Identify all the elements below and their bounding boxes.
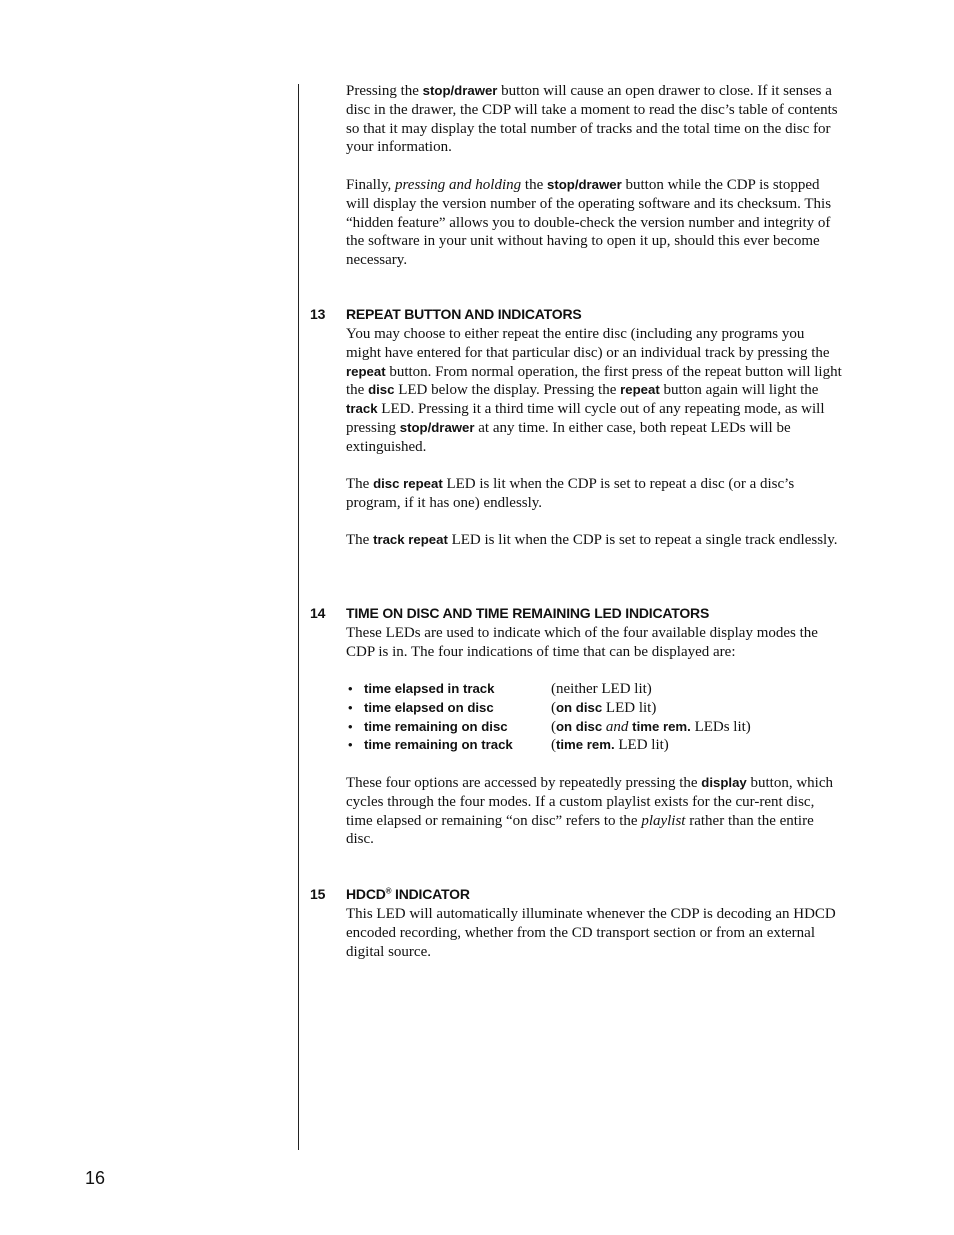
track-keyword: track: [346, 401, 378, 417]
disc-keyword: disc: [368, 382, 395, 398]
list-item: [348, 718, 828, 737]
list-item: [348, 680, 828, 699]
bullet-icon: •: [348, 737, 353, 753]
section-title: HDCD® INDICATOR: [346, 886, 470, 902]
stop-drawer-keyword: stop/drawer: [422, 83, 498, 98]
section-15-paragraph-1: This LED will automatically illuminate whenever the CDP is decoding an HDCD encoded recording, whether from the CD transport section or from an external digital source.: [346, 906, 836, 960]
section-13-paragraph-1: You may choose to either repeat the entire disc (including any programs you might have entered for that particular disc) or an individual track by pressing the repeat button. From normal operation, the first press of the repeat button will light the disc LED below the display. Pressing the repeat button again will light the track LED. Pressing it a third time will cycle out of any repeating mode, as will pressing stop/drawer at any time. In either case, both repeat LEDs will be extinguished.: [346, 326, 842, 455]
repeat-keyword: repeat: [620, 382, 660, 398]
stop-drawer-keyword: stop/drawer: [399, 419, 475, 435]
list-item: [348, 699, 828, 718]
repeat-keyword: repeat: [346, 363, 386, 379]
mode-label: time remaining on disc: [364, 718, 508, 734]
mode-note: (time rem. LED lit): [551, 737, 669, 754]
mode-label: time elapsed on disc: [364, 699, 494, 715]
section-title: TIME ON DISC AND TIME REMAINING LED INDICATORS: [346, 605, 710, 621]
intro-section: [346, 82, 843, 157]
intro-paragraph-2: Finally, pressing and holding the stop/drawer button while the CDP is stopped will display the version number of the operating software and its checksum. This “hidden feature” allows you to double-check the version number and integrity of the software in your unit without having to open it up, should this ever become necessary.: [346, 177, 832, 269]
bullet-icon: •: [348, 699, 353, 715]
section-title: REPEAT BUTTON AND INDICATORS: [346, 306, 582, 322]
intro-paragraph-2-block: [346, 176, 843, 270]
margin-rule: [298, 84, 299, 1150]
mode-note: (neither LED lit): [551, 681, 652, 697]
list-item: [348, 736, 828, 755]
disc-repeat-keyword: disc repeat: [373, 476, 443, 491]
section-14-paragraph-2: These four options are accessed by repeatedly pressing the display button, which cycles through the four modes. If a custom playlist exists for the cur-rent disc, time elapsed or remaining “on disc” refers to the playlist rather than the entire disc.: [346, 775, 833, 848]
section-number: 13: [310, 306, 326, 322]
stop-drawer-keyword: stop/drawer: [546, 177, 622, 192]
section-number: 15: [310, 886, 326, 902]
display-keyword: display: [701, 775, 747, 790]
mode-note: (on disc and time rem. LEDs lit): [551, 718, 751, 735]
page-number: 16: [85, 1168, 106, 1188]
registered-mark: ®: [385, 886, 392, 896]
mode-label: time elapsed in track: [364, 681, 495, 696]
section-14-paragraph-1: These LEDs are used to indicate which of the four available display modes the CDP is in. The four indications of time that can be displayed are:: [346, 625, 818, 660]
section-13-paragraph-2: The disc repeat LED is lit when the CDP is set to repeat a disc (or a disc’s program, if it has one) endlessly.: [346, 476, 795, 511]
mode-label: time remaining on track: [364, 737, 513, 753]
bullet-icon: •: [348, 681, 353, 696]
bullet-icon: •: [348, 718, 353, 734]
section-13-paragraph-3: The track repeat LED is lit when the CDP is set to repeat a single track endlessly.: [346, 532, 838, 548]
section-number: 14: [310, 605, 326, 621]
display-mode-list: [348, 680, 828, 755]
mode-note: (on disc LED lit): [551, 699, 657, 716]
intro-paragraph-1: Pressing the stop/drawer button will cause an open drawer to close. If it senses a disc in the drawer, the CDP will take a moment to read the disc’s table of contents so that it may display the total number of tracks and the total time on the disc for your information.: [346, 83, 838, 156]
track-repeat-keyword: track repeat: [373, 532, 448, 547]
